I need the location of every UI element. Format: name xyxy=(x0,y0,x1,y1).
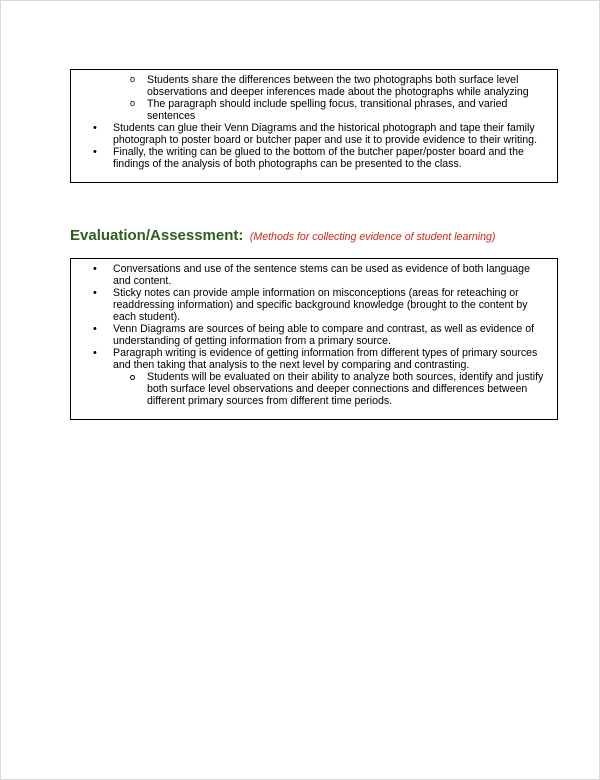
list-item: • Students can glue their Venn Diagrams and the historical photograph and tape their family photograph to poster board or butcher paper and use it to provide evidence to their writing. xyxy=(83,122,547,146)
list-item: Students will be evaluated on their ability to analyze both sources, identify and justify both surface level observations and deeper connections and differences between different primary sources from different time periods. xyxy=(83,371,547,407)
activities-list xyxy=(83,74,547,170)
list-item: o Students share the differences between the two photographs both surface level observations and deeper inferences made about the photographs while analyzing xyxy=(83,74,547,98)
assessment-box xyxy=(70,258,558,420)
list-item: o The paragraph should include spelling focus, transitional phrases, and varied sentences xyxy=(83,98,547,122)
assessment-list xyxy=(83,263,547,407)
list-item: • Venn Diagrams are sources of being able to compare and contrast, as well as evidence of understanding of getting information from a primary source. xyxy=(83,323,547,347)
list-item: • Finally, the writing can be glued to the bottom of the butcher paper/poster board and the findings of the analysis of both photographs can be presented to the class. xyxy=(83,146,547,170)
list-item: • Paragraph writing is evidence of getting information from different types of primary sources and then taking that analysis to the next level by comparing and contrasting. xyxy=(83,347,547,371)
list-item: • Conversations and use of the sentence stems can be used as evidence of both language and content. xyxy=(83,263,547,287)
section-heading xyxy=(70,227,495,245)
list-item: • Sticky notes can provide ample information on misconceptions (areas for reteaching or readdressing information) and specific background knowledge (brought to the content by each student). xyxy=(83,287,547,323)
section-title: Evaluation/Assessment: xyxy=(70,227,244,244)
section-subtitle: (Methods for collecting evidence of student learning) xyxy=(249,231,496,243)
continued-activities-box xyxy=(70,69,558,183)
